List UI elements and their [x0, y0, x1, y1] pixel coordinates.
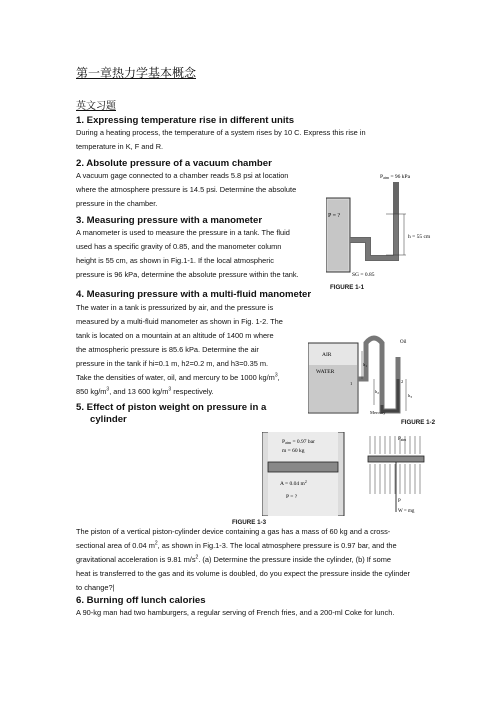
text-line: tank is located on a mountain at an altitude of 1400 m where — [76, 331, 274, 340]
figure-1-3-piston-cylinder — [262, 432, 426, 516]
mass-label: m = 60 kg — [282, 448, 305, 454]
text-line: The piston of a vertical piston-cylinder device containing a gas has a mass of 60 kg and a cross- — [76, 527, 391, 536]
pressure-label: P = ? — [286, 494, 298, 500]
h2-label: $h_2$ — [375, 389, 379, 395]
problem-2-text — [76, 169, 296, 211]
text-line: The water in a tank is pressurized by air, and the pressure is — [76, 303, 274, 312]
figure-1-2-multifluid-manometer — [308, 335, 418, 417]
atm-pressure-arrows — [370, 436, 420, 454]
text-line: used has a specific gravity of 0.85, and the manometer column — [76, 242, 282, 251]
text-line: During a heating process, the temperature of a system rises by 10 C. Express this rise in — [76, 128, 366, 137]
height-label: h = 55 cm — [408, 234, 431, 240]
text-line: pressure is 96 kPa, determine the absolute pressure within the tank. — [76, 270, 299, 279]
piston — [268, 462, 338, 472]
text-line: gravitational acceleration is 9.81 $m/s^2$. (a) Determine the pressure inside the cylinder, (b) If some — [76, 554, 391, 564]
manometer-tube — [358, 338, 398, 411]
point-2-label: 2 — [401, 379, 404, 384]
patm-label: Patm = 96 kPa — [380, 174, 411, 180]
oil-label: Oil — [400, 340, 407, 345]
fbd-p-label: P — [398, 499, 401, 504]
text-line: where the atmosphere pressure is 14.5 psi. Determine the absolute — [76, 185, 297, 194]
problem-5-heading-cont: cylinder — [90, 414, 127, 425]
u-tube — [350, 182, 396, 258]
figure-1-2-caption: FIGURE 1-2 — [401, 419, 436, 426]
air-label: AIR — [322, 352, 332, 358]
figure-1-1-manometer — [326, 172, 434, 284]
problem-1-text — [76, 126, 366, 154]
section-title: 英文习题 — [76, 101, 116, 112]
text-line: to change?| — [76, 583, 115, 592]
h1-label: $h_1$ — [363, 362, 367, 368]
fbd-piston — [368, 456, 424, 462]
problem-3-text — [76, 226, 299, 282]
patm-label: Patm = 0.97 bar — [282, 439, 315, 445]
problem-6-text — [76, 606, 394, 620]
problem-1-heading: 1. Expressing temperature rise in different units — [76, 115, 295, 126]
point-1-label: 1 — [350, 381, 353, 386]
text-line: height is 55 cm, as shown in Fig.1-1. If the local atmospheric — [76, 256, 274, 265]
chapter-title: 第一章热力学基本概念 — [76, 66, 197, 80]
text-line: A manometer is used to measure the pressure in a tank. The fluid — [76, 228, 290, 237]
water-label: WATER — [316, 369, 335, 375]
figure-1-1-caption: FIGURE 1-1 — [330, 284, 365, 291]
sg-label: SG = 0.85 — [352, 272, 375, 278]
gas-pressure-arrows — [370, 464, 420, 494]
weight-label: W = mg — [398, 509, 415, 514]
text-line: temperature in K, F and R. — [76, 142, 164, 151]
problem-5-text — [76, 525, 410, 595]
text-line: pressure in the chamber. — [76, 199, 158, 208]
problem-4-text — [76, 301, 291, 399]
text-line: A vacuum gage connected to a chamber reads 5.8 psi at location — [76, 171, 289, 180]
figure-1-3-caption: FIGURE 1-3 — [232, 519, 267, 526]
manometer-fluid — [350, 214, 396, 258]
problem-5-heading: 5. Effect of piston weight on pressure in a — [76, 402, 267, 413]
text-line: pressure in the tank if hi=0.1 m, h2=0.2 m, and h3=0.35 m. — [76, 359, 269, 368]
mercury-label: Mercury — [370, 410, 386, 415]
text-line: A 90-kg man had two hamburgers, a regular serving of French fries, and a 200-ml Coke for lunch. — [76, 608, 395, 617]
text-line: heat is transferred to the gas and its volume is doubled, do you expect the pressure inside the cylinder — [76, 569, 411, 578]
problem-2-heading: 2. Absolute pressure of a vacuum chamber — [76, 158, 272, 169]
tank-pressure-label: P = ? — [328, 213, 341, 219]
fbd-patm-label: $P_{atm}$ — [398, 437, 407, 442]
text-line: measured by a multi-fluid manometer as shown in Fig. 1-2. The — [76, 317, 283, 326]
area-label: A = 0.04 $m^2$ — [280, 480, 307, 487]
text-line: sectional area of 0.04 $m^2$, as shown in Fig.1-3. The local atmosphere pressure is 0.97 bar, and the — [76, 540, 397, 550]
text-line: the atmospheric pressure is 85.6 kPa. Determine the air — [76, 345, 259, 354]
text-line: Take the densities of water, oil, and mercury to be 1000 $kg/m^3$, — [76, 372, 280, 382]
text-line: 850 $kg/m^3$, and 13 600 $kg/m^3$ respectively. — [76, 386, 214, 396]
tank-gas — [328, 200, 348, 270]
problem-6-heading: 6. Burning off lunch calories — [76, 595, 206, 606]
problem-3-heading: 3. Measuring pressure with a manometer — [76, 215, 263, 226]
h3-label: $h_3$ — [408, 393, 412, 399]
problem-4-heading: 4. Measuring pressure with a multi-fluid manometer — [76, 289, 312, 300]
